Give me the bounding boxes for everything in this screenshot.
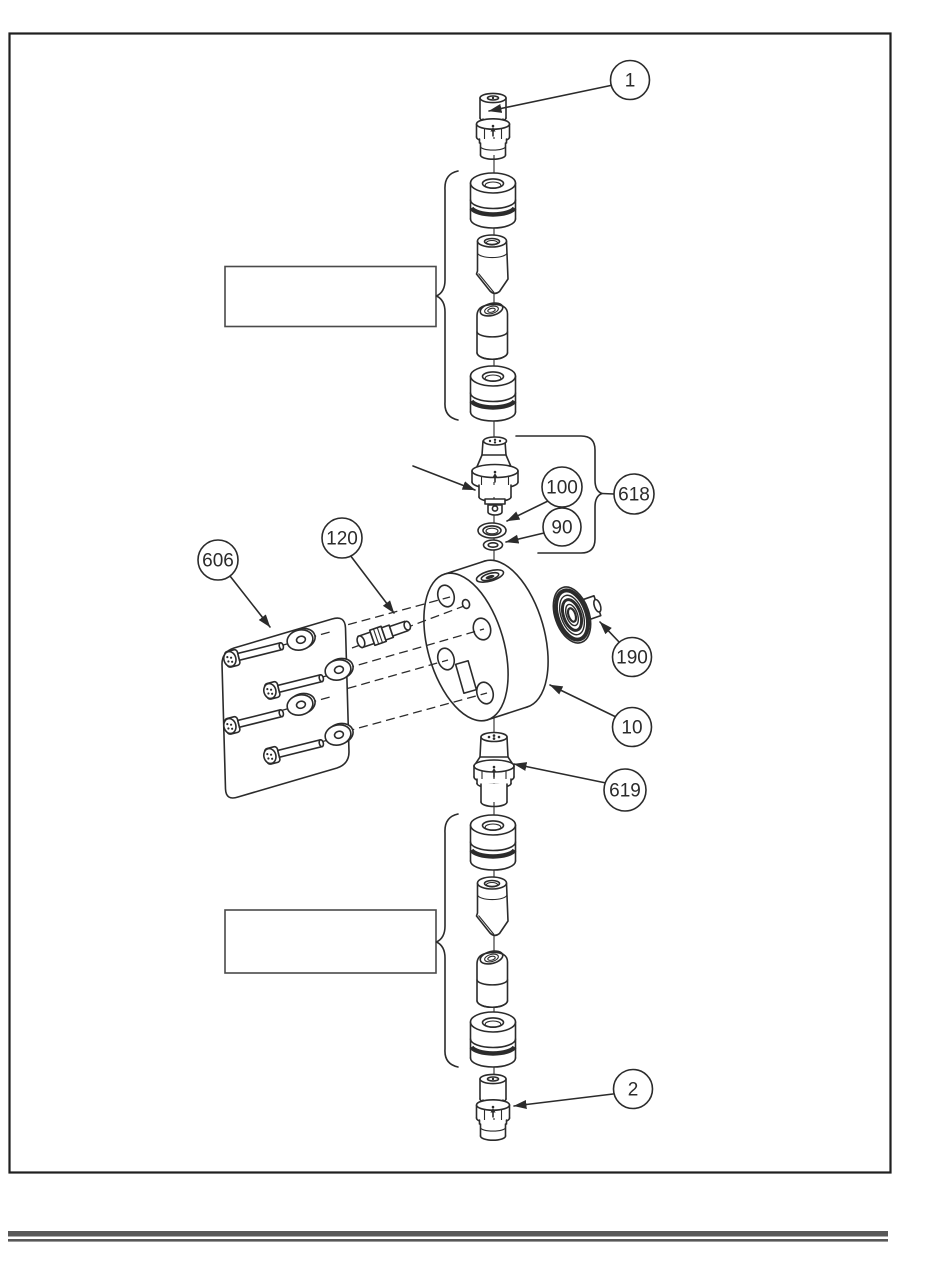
balloon-120 — [322, 518, 362, 558]
knurled-knob — [546, 582, 603, 648]
leader-120 — [350, 555, 394, 613]
leader-190 — [600, 622, 620, 643]
lower-cartridge-stack — [471, 815, 516, 1067]
poppet — [477, 235, 509, 293]
leader-90 — [506, 533, 544, 542]
poppet — [477, 877, 509, 935]
balloon-2 — [614, 1070, 653, 1109]
svg-text:100: 100 — [546, 477, 578, 499]
balloon-190 — [613, 638, 652, 677]
leader-100 — [507, 501, 548, 521]
svg-text:190: 190 — [616, 647, 648, 669]
cartridge-619 — [474, 733, 514, 807]
label-box-lower — [225, 910, 436, 973]
o-ring-90 — [484, 540, 503, 550]
svg-text:2: 2 — [627, 1079, 639, 1101]
label-box-upper — [225, 267, 436, 327]
backup-washer-100 — [478, 523, 506, 538]
upper-cartridge-stack — [471, 173, 516, 421]
brace-lower — [437, 814, 459, 1067]
balloon-90 — [543, 508, 581, 546]
balloon-10 — [613, 708, 652, 747]
leader-1 — [489, 85, 613, 111]
balloon-606 — [198, 540, 238, 580]
orifice-fitting — [355, 617, 413, 650]
balloon-618 — [614, 474, 654, 514]
svg-text:618: 618 — [618, 484, 650, 506]
seal-gland — [471, 815, 516, 870]
leader-10 — [550, 685, 616, 717]
svg-text:10: 10 — [621, 717, 643, 739]
footer-rule-thin — [8, 1239, 888, 1242]
balloon-1 — [611, 61, 650, 100]
svg-text:619: 619 — [609, 780, 641, 802]
svg-text:120: 120 — [326, 528, 358, 550]
manifold-block — [409, 550, 564, 730]
seal-gland — [471, 366, 516, 421]
balloon-619 — [604, 769, 646, 811]
svg-text:1: 1 — [624, 70, 636, 92]
svg-text:90: 90 — [551, 517, 573, 539]
footer-rule-thick — [8, 1231, 888, 1237]
valve-sleeve — [477, 301, 508, 359]
bracket-618-link — [602, 494, 614, 495]
valve-sleeve — [477, 949, 508, 1007]
seal-gland — [471, 1012, 516, 1067]
cartridge-618 — [472, 437, 518, 515]
inlet-fitting-1 — [477, 93, 510, 159]
leader-619 — [514, 764, 606, 783]
brace-upper — [437, 171, 459, 420]
svg-text:606: 606 — [202, 550, 234, 572]
leader-606 — [230, 576, 270, 627]
leader-2 — [514, 1094, 613, 1106]
mounting-bolt-group — [222, 618, 355, 798]
leader-unlabeled — [413, 466, 475, 490]
outlet-fitting-2 — [477, 1074, 510, 1140]
balloon-100 — [542, 467, 582, 507]
seal-gland — [471, 173, 516, 228]
